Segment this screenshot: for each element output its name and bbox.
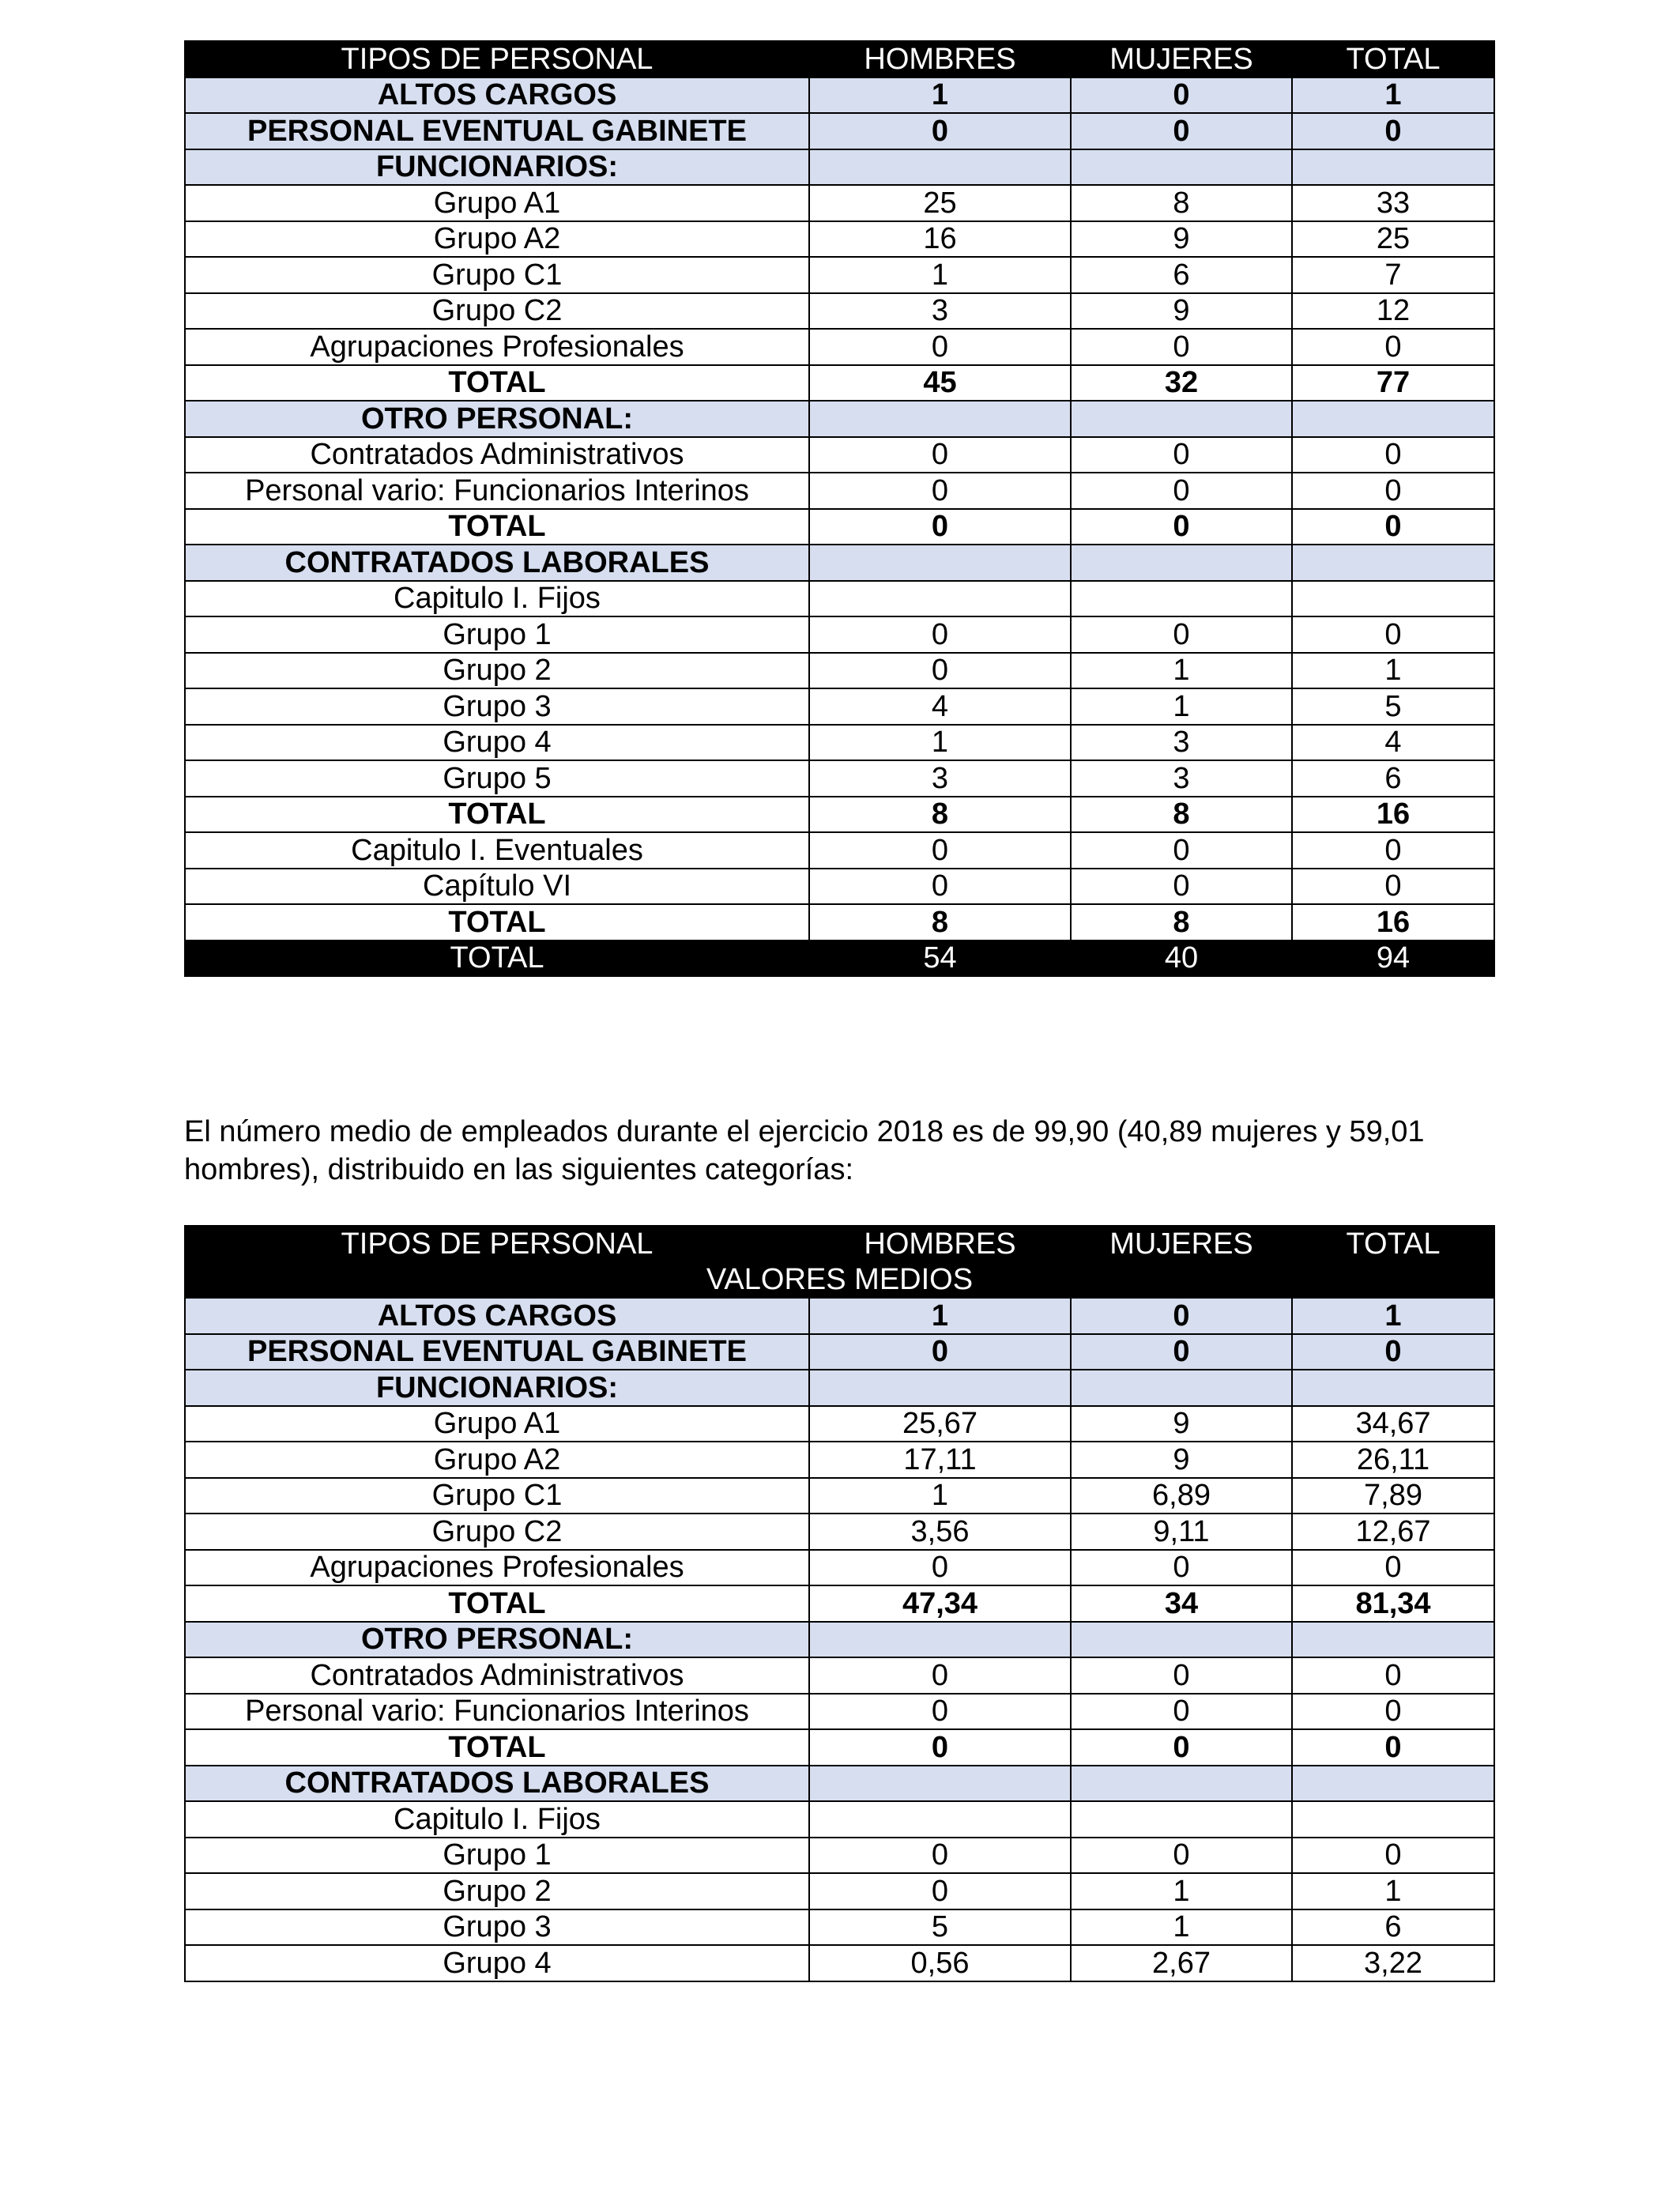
data-cell-category: FUNCIONARIOS: (185, 149, 809, 186)
data-row (185, 1334, 1494, 1370)
data-cell-category: Grupo A2 (185, 221, 809, 258)
data-cell-hombres: 17,11 (809, 1442, 1071, 1478)
data-row (185, 473, 1494, 509)
data-cell-mujeres: 6,89 (1071, 1478, 1292, 1514)
staff-table-averages (184, 1225, 1495, 1982)
data-cell-category: FUNCIONARIOS: (185, 1370, 809, 1406)
data-cell-mujeres: 8 (1071, 797, 1292, 833)
data-cell-hombres (809, 401, 1071, 437)
data-cell-mujeres: 9 (1071, 1406, 1292, 1442)
grand_total-cell-total: 94 (1292, 941, 1494, 977)
data-cell-hombres: 0 (809, 1838, 1071, 1874)
data-cell-category: Grupo 2 (185, 653, 809, 689)
data-cell-mujeres (1071, 1801, 1292, 1838)
data-cell-category: Grupo 4 (185, 1945, 809, 1981)
data-cell-category: Grupo 3 (185, 688, 809, 725)
data-cell-mujeres: 0 (1071, 1334, 1292, 1370)
headers-cell-category: TIPOS DE PERSONAL (185, 41, 809, 77)
data-row (185, 257, 1494, 293)
data-cell-total: 12 (1292, 293, 1494, 330)
data-cell-total: 26,11 (1292, 1442, 1494, 1478)
data-cell-mujeres: 8 (1071, 185, 1292, 221)
data-cell-total (1292, 545, 1494, 581)
data-cell-hombres (809, 1766, 1071, 1802)
data-cell-total: 16 (1292, 904, 1494, 941)
data-cell-hombres: 0 (809, 437, 1071, 473)
data-cell-mujeres: 0 (1071, 869, 1292, 905)
data-row (185, 725, 1494, 761)
data-cell-hombres: 0 (809, 473, 1071, 509)
data-cell-mujeres: 0 (1071, 1550, 1292, 1586)
data-row (185, 185, 1494, 221)
data-cell-category: TOTAL (185, 1729, 809, 1766)
data-cell-mujeres: 34 (1071, 1585, 1292, 1622)
data-cell-mujeres: 2,67 (1071, 1945, 1292, 1981)
data-cell-hombres: 0 (809, 509, 1071, 545)
data-cell-hombres (809, 149, 1071, 186)
data-row (185, 365, 1494, 401)
data-cell-category: OTRO PERSONAL: (185, 1622, 809, 1658)
data-cell-hombres: 16 (809, 221, 1071, 258)
data-cell-category: Grupo 4 (185, 725, 809, 761)
data-cell-total: 0 (1292, 1550, 1494, 1586)
data-cell-hombres: 8 (809, 904, 1071, 941)
data-row (185, 545, 1494, 581)
data-cell-hombres: 25 (809, 185, 1071, 221)
data-cell-mujeres (1071, 581, 1292, 617)
grand_total-cell-mujeres: 40 (1071, 941, 1292, 977)
data-row (185, 1585, 1494, 1622)
data-cell-hombres: 1 (809, 257, 1071, 293)
data-row (185, 113, 1494, 149)
data-cell-category: TOTAL (185, 797, 809, 833)
data-cell-mujeres: 3 (1071, 760, 1292, 797)
data-cell-hombres: 0 (809, 869, 1071, 905)
data-cell-total (1292, 1622, 1494, 1658)
data-cell-mujeres: 0 (1071, 1838, 1292, 1874)
data-row (185, 1873, 1494, 1909)
data-cell-mujeres: 1 (1071, 1873, 1292, 1909)
data-cell-category: TOTAL (185, 365, 809, 401)
data-cell-category: Agrupaciones Profesionales (185, 329, 809, 365)
data-cell-category: OTRO PERSONAL: (185, 401, 809, 437)
data-cell-hombres (809, 1622, 1071, 1658)
data-cell-total: 34,67 (1292, 1406, 1494, 1442)
data-cell-mujeres: 1 (1071, 1909, 1292, 1946)
data-cell-mujeres: 0 (1071, 616, 1292, 653)
data-cell-category: Capitulo I. Eventuales (185, 832, 809, 869)
data-cell-category: Grupo C1 (185, 257, 809, 293)
data-cell-category: Grupo 1 (185, 1838, 809, 1874)
data-cell-category: Grupo A1 (185, 1406, 809, 1442)
data-cell-category: Agrupaciones Profesionales (185, 1550, 809, 1586)
data-cell-hombres: 4 (809, 688, 1071, 725)
data-cell-hombres: 1 (809, 725, 1071, 761)
data-row (185, 1766, 1494, 1802)
headers-cell-mujeres: MUJERES (1071, 41, 1292, 77)
data-cell-mujeres (1071, 1622, 1292, 1658)
data-cell-category: Contratados Administrativos (185, 437, 809, 473)
data-cell-mujeres: 9 (1071, 221, 1292, 258)
data-cell-hombres: 25,67 (809, 1406, 1071, 1442)
subheader-row (185, 1262, 1494, 1299)
data-cell-total: 25 (1292, 221, 1494, 258)
data-cell-total: 1 (1292, 1873, 1494, 1909)
data-cell-mujeres: 0 (1071, 1729, 1292, 1766)
data-cell-category: Grupo 1 (185, 616, 809, 653)
data-cell-category: Grupo C2 (185, 1514, 809, 1550)
data-cell-total (1292, 1801, 1494, 1838)
data-row (185, 1442, 1494, 1478)
data-row (185, 437, 1494, 473)
data-cell-hombres: 0 (809, 1873, 1071, 1909)
average-employees-paragraph: El número medio de empleados durante el ejercicio 2018 es de 99,90 (40,89 mujeres y 59,01 hombres), distribuido en las siguientes categorías: (184, 1115, 1425, 1186)
data-row (185, 329, 1494, 365)
data-cell-total: 0 (1292, 1657, 1494, 1694)
data-row (185, 1478, 1494, 1514)
data-cell-hombres: 0 (809, 329, 1071, 365)
data-cell-total: 0 (1292, 869, 1494, 905)
data-cell-mujeres: 6 (1071, 257, 1292, 293)
data-row (185, 1622, 1494, 1658)
data-cell-mujeres: 9 (1071, 1442, 1292, 1478)
data-cell-total: 7 (1292, 257, 1494, 293)
data-cell-category: Capítulo VI (185, 869, 809, 905)
data-cell-hombres: 0 (809, 1334, 1071, 1370)
data-cell-total: 1 (1292, 653, 1494, 689)
data-cell-mujeres (1071, 401, 1292, 437)
data-row (185, 581, 1494, 617)
data-row (185, 1729, 1494, 1766)
data-cell-total: 1 (1292, 77, 1494, 114)
data-cell-category: Grupo 5 (185, 760, 809, 797)
data-cell-total: 0 (1292, 473, 1494, 509)
data-cell-total: 4 (1292, 725, 1494, 761)
data-cell-hombres: 0,56 (809, 1945, 1071, 1981)
data-cell-hombres: 0 (809, 616, 1071, 653)
data-cell-total: 0 (1292, 1694, 1494, 1730)
data-cell-mujeres: 0 (1071, 473, 1292, 509)
data-cell-category: Grupo A1 (185, 185, 809, 221)
headers-cell-total: TOTAL (1292, 41, 1494, 77)
data-row (185, 1694, 1494, 1730)
data-cell-hombres: 0 (809, 113, 1071, 149)
data-cell-category: CONTRATADOS LABORALES (185, 545, 809, 581)
data-cell-total: 0 (1292, 1334, 1494, 1370)
data-cell-mujeres (1071, 545, 1292, 581)
data-row (185, 688, 1494, 725)
data-cell-total: 0 (1292, 437, 1494, 473)
data-cell-mujeres: 8 (1071, 904, 1292, 941)
data-cell-hombres (809, 1370, 1071, 1406)
data-cell-mujeres (1071, 1370, 1292, 1406)
data-cell-hombres: 0 (809, 653, 1071, 689)
data-cell-total: 5 (1292, 688, 1494, 725)
data-cell-hombres: 8 (809, 797, 1071, 833)
data-row (185, 77, 1494, 114)
data-cell-category: Capitulo I. Fijos (185, 1801, 809, 1838)
data-cell-mujeres: 0 (1071, 832, 1292, 869)
data-cell-hombres: 45 (809, 365, 1071, 401)
data-cell-mujeres (1071, 1766, 1292, 1802)
data-cell-total (1292, 401, 1494, 437)
data-cell-total: 16 (1292, 797, 1494, 833)
data-row (185, 869, 1494, 905)
data-cell-total: 77 (1292, 365, 1494, 401)
data-row (185, 1406, 1494, 1442)
data-row (185, 616, 1494, 653)
data-cell-mujeres: 0 (1071, 329, 1292, 365)
data-cell-total (1292, 149, 1494, 186)
data-cell-category: Capitulo I. Fijos (185, 581, 809, 617)
data-cell-total: 0 (1292, 832, 1494, 869)
data-cell-category: PERSONAL EVENTUAL GABINETE (185, 1334, 809, 1370)
data-row (185, 1945, 1494, 1981)
data-cell-hombres (809, 1801, 1071, 1838)
data-cell-hombres: 1 (809, 1298, 1071, 1334)
data-cell-hombres: 3,56 (809, 1514, 1071, 1550)
data-cell-category: Personal vario: Funcionarios Interinos (185, 1694, 809, 1730)
headers-cell-hombres: HOMBRES (809, 41, 1071, 77)
data-cell-mujeres: 32 (1071, 365, 1292, 401)
data-cell-mujeres: 0 (1071, 437, 1292, 473)
data-cell-mujeres: 0 (1071, 77, 1292, 114)
headers-cell-category: TIPOS DE PERSONAL (185, 1226, 809, 1262)
data-cell-total: 6 (1292, 760, 1494, 797)
data-cell-total: 0 (1292, 509, 1494, 545)
data-row (185, 293, 1494, 330)
data-cell-total (1292, 1370, 1494, 1406)
data-row (185, 1514, 1494, 1550)
data-cell-category: Grupo C1 (185, 1478, 809, 1514)
data-row (185, 149, 1494, 186)
data-cell-category: CONTRATADOS LABORALES (185, 1766, 809, 1802)
data-cell-category: Personal vario: Funcionarios Interinos (185, 473, 809, 509)
data-cell-hombres: 1 (809, 1478, 1071, 1514)
subheader-cell: VALORES MEDIOS (185, 1262, 1494, 1299)
data-cell-mujeres (1071, 149, 1292, 186)
data-cell-total: 7,89 (1292, 1478, 1494, 1514)
data-cell-hombres: 3 (809, 760, 1071, 797)
headers-cell-total: TOTAL (1292, 1226, 1494, 1262)
data-row (185, 760, 1494, 797)
grand_total-cell-category: TOTAL (185, 941, 809, 977)
data-cell-total: 12,67 (1292, 1514, 1494, 1550)
data-cell-total: 6 (1292, 1909, 1494, 1946)
data-cell-hombres (809, 581, 1071, 617)
data-row (185, 1801, 1494, 1838)
data-cell-total: 0 (1292, 329, 1494, 365)
data-cell-category: ALTOS CARGOS (185, 1298, 809, 1334)
data-cell-mujeres: 0 (1071, 1694, 1292, 1730)
data-cell-mujeres: 1 (1071, 688, 1292, 725)
data-cell-hombres: 0 (809, 1550, 1071, 1586)
data-cell-total: 0 (1292, 616, 1494, 653)
data-cell-hombres: 0 (809, 832, 1071, 869)
data-cell-hombres: 0 (809, 1729, 1071, 1766)
headers-cell-mujeres: MUJERES (1071, 1226, 1292, 1262)
data-cell-total: 0 (1292, 1838, 1494, 1874)
headers-row (185, 1226, 1494, 1262)
data-cell-hombres: 1 (809, 77, 1071, 114)
data-cell-total: 81,34 (1292, 1585, 1494, 1622)
data-row (185, 1370, 1494, 1406)
data-cell-total: 1 (1292, 1298, 1494, 1334)
data-cell-hombres: 0 (809, 1694, 1071, 1730)
data-row (185, 1550, 1494, 1586)
grand_total-cell-hombres: 54 (809, 941, 1071, 977)
data-cell-category: TOTAL (185, 904, 809, 941)
data-cell-total: 33 (1292, 185, 1494, 221)
data-row (185, 797, 1494, 833)
data-cell-total: 0 (1292, 1729, 1494, 1766)
data-row (185, 221, 1494, 258)
data-row (185, 509, 1494, 545)
data-cell-hombres (809, 545, 1071, 581)
data-cell-mujeres: 0 (1071, 113, 1292, 149)
data-row (185, 1657, 1494, 1694)
data-row (185, 1838, 1494, 1874)
data-cell-total: 3,22 (1292, 1945, 1494, 1981)
data-cell-mujeres: 0 (1071, 1657, 1292, 1694)
data-cell-mujeres: 0 (1071, 509, 1292, 545)
data-cell-mujeres: 3 (1071, 725, 1292, 761)
data-row (185, 653, 1494, 689)
data-cell-hombres: 3 (809, 293, 1071, 330)
data-cell-category: Grupo C2 (185, 293, 809, 330)
data-cell-category: Contratados Administrativos (185, 1657, 809, 1694)
headers-row (185, 41, 1494, 77)
data-cell-total (1292, 581, 1494, 617)
data-cell-mujeres: 9,11 (1071, 1514, 1292, 1550)
data-cell-category: ALTOS CARGOS (185, 77, 809, 114)
data-cell-hombres: 0 (809, 1657, 1071, 1694)
data-cell-hombres: 5 (809, 1909, 1071, 1946)
staff-table-current (184, 40, 1495, 977)
data-cell-total (1292, 1766, 1494, 1802)
data-cell-total: 0 (1292, 113, 1494, 149)
data-cell-mujeres: 1 (1071, 653, 1292, 689)
data-cell-hombres: 47,34 (809, 1585, 1071, 1622)
data-cell-category: Grupo A2 (185, 1442, 809, 1478)
data-cell-category: TOTAL (185, 509, 809, 545)
grand_total-row (185, 941, 1494, 977)
data-row (185, 904, 1494, 941)
headers-cell-hombres: HOMBRES (809, 1226, 1071, 1262)
data-row (185, 401, 1494, 437)
data-row (185, 1909, 1494, 1946)
data-cell-category: Grupo 3 (185, 1909, 809, 1946)
data-cell-category: PERSONAL EVENTUAL GABINETE (185, 113, 809, 149)
data-cell-mujeres: 0 (1071, 1298, 1292, 1334)
data-cell-category: Grupo 2 (185, 1873, 809, 1909)
data-row (185, 832, 1494, 869)
data-row (185, 1298, 1494, 1334)
data-cell-category: TOTAL (185, 1585, 809, 1622)
data-cell-mujeres: 9 (1071, 293, 1292, 330)
